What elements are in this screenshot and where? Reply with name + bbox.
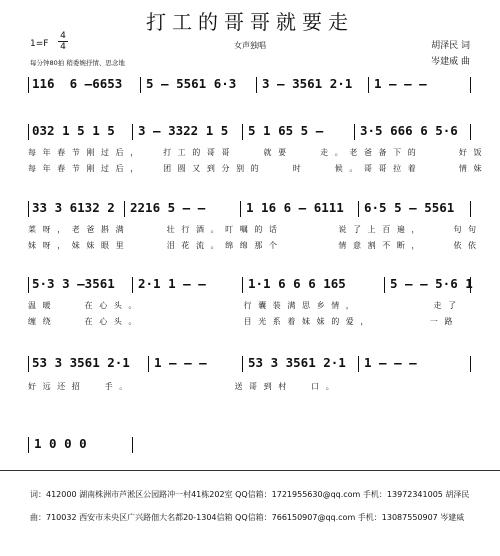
measure: 5 — — 5·6 1: [390, 276, 473, 291]
notation-line: [28, 355, 474, 373]
composer-contact: 曲：710032 西安市未央区广兴路佃大名都20-1304信箱 QQ信箱：766150907@qq.com 手机：13087550907 岑建威: [30, 513, 465, 522]
meter-top: 4: [60, 31, 66, 41]
notation-line: [28, 76, 474, 94]
lyrics-verse-2: 妹呀，妹妹眼里 泪花流。绵绵那个 情意割不断， 依依: [28, 241, 483, 250]
lyrics-verse-1: 菜呀，老爸斟满 壮行酒。叮嘱的话 说了上百遍， 句句: [28, 225, 483, 234]
lyrics-verse-2: 缠绕 在心头。 目光系着妹妹的爱， 一路: [28, 317, 460, 326]
measure: 1 — — —: [154, 355, 207, 370]
measure: 6·5 5 — 5561: [364, 200, 455, 215]
measure: 11̇6 6 —6653: [32, 76, 123, 91]
lyricist-credit: 胡泽民 词: [431, 41, 470, 51]
notation-line: [28, 200, 474, 218]
measure: 5·3 3 —3561: [32, 276, 115, 291]
lyrics-verse-2: 每年春节刚过后， 团圆又到分别的 时 候。哥哥拉着 情妹: [28, 164, 489, 173]
measure: 1 — — —: [374, 76, 427, 91]
measure: 3·5 666 6 5·6: [360, 123, 458, 138]
lyrics-verse-1: 好远还招 手。 送哥到村 口。: [28, 382, 341, 391]
measure: 33 3 6132 2: [32, 200, 115, 215]
time-signature: [58, 31, 68, 52]
measure: 2216 5 — —: [130, 200, 206, 215]
notation-line: [28, 276, 474, 294]
contact-footer: [0, 470, 500, 522]
measure: 3 — 3561 2·1: [262, 76, 353, 91]
credits: [431, 38, 470, 70]
measure: 1 16 6 — 6111: [246, 200, 344, 215]
meter-bottom: 4: [60, 42, 66, 52]
measure: 032 1 5 1 5: [32, 123, 115, 138]
lyricist-contact: 词：412000 湖南株洲市芦淞区公园路冲一村41栋202室 QQ信箱：1721955630@qq.com 手机：13972341005 胡泽民: [30, 490, 470, 499]
lyrics-verse-1: 每年春节刚过后， 打工的哥哥 就要 走。老爸备下的 好饭: [28, 148, 489, 157]
measure: 1 0 0 0: [34, 436, 87, 451]
measure: 5 1 65 5 —: [248, 123, 324, 138]
song-title: 打工的哥哥就要走: [146, 10, 354, 34]
key-signature: 1=F: [30, 39, 49, 49]
measure: 1 — — —: [364, 355, 417, 370]
notation-line: [28, 436, 474, 454]
measure: 1·1 6 6 6 165: [248, 276, 346, 291]
notation-line: [28, 123, 474, 141]
measure: 53 3 3561 2·1: [248, 355, 346, 370]
measure: 53 3 3561 2·1: [32, 355, 130, 370]
measure: 2·1 1 — —: [138, 276, 206, 291]
measure: 5 — 5561 6·3: [146, 76, 237, 91]
measure: 3 — 3322 1 5: [138, 123, 229, 138]
composer-credit: 岑建威 曲: [431, 57, 470, 67]
tempo-marking: 每分钟80拍 稍委婉抒情、思念地: [30, 59, 125, 67]
performance-type: 女声独唱: [234, 41, 266, 50]
lyrics-verse-1: 温暖 在心头。 行囊装满思乡情， 走了: [28, 301, 463, 310]
